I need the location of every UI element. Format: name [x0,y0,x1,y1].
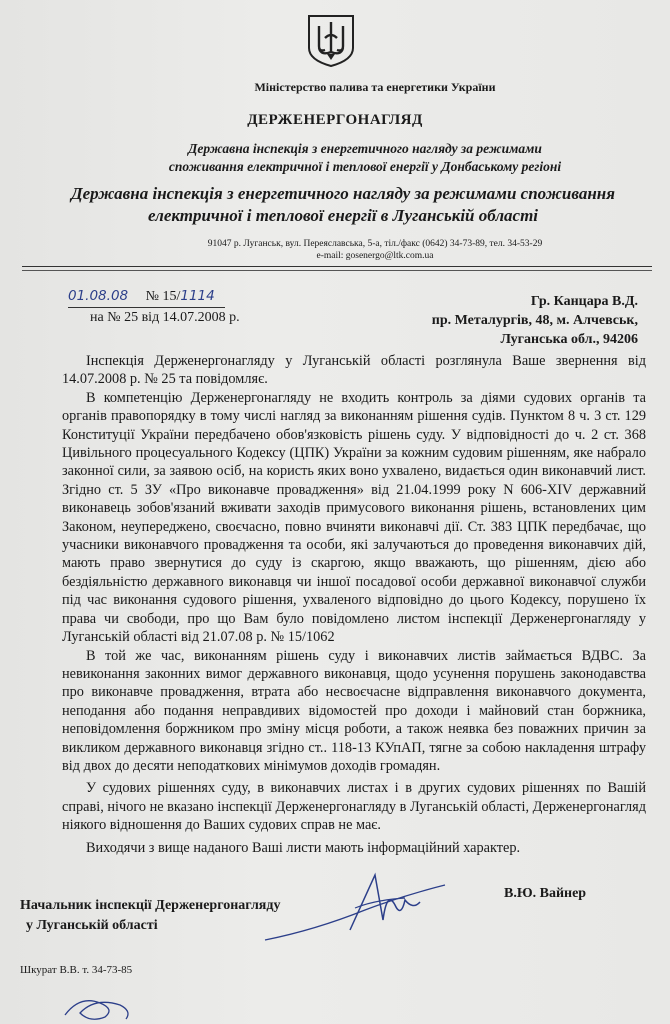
signer-title [20,896,280,936]
recipient-street: пр. Металургів, 48, м. Алчевськ, [431,313,638,328]
regional-line-1: Державна інспекція з енергетичного нагляду за режимами [188,141,542,156]
outgoing-reference [68,286,240,328]
agency-name: ДЕРЖЕНЕРГОНАГЛЯД [247,112,423,128]
paragraph-2: В компетенцію Держенергонагляду не входить контроль за діями судових органів та органів правопорядку в тому числі нагляд за виконанням рішення судів. Пунктом 8 ч. 3 ст. 129 Конституції України передбачено обов'язковість рішень суду. У відповідності до ч. 2 ст. 368 Цивільного процесуального Кодексу (ЦПК) України за кожним судовим рішенням, яке набрало законної сили, за заявою осіб, на користь яких воно ухвалено, видається один виконавчий лист. Згідно ст. 5 ЗУ «Про виконавче провадження» від 21.04.1999 року N 606-XIV державний виконавець зобов'язаний вживати заходів примусового виконання рішень, встановлених цим Законом, неупереджено, своєчасно, повно вчиняти виконавчі дії. Ст. 383 ЦПК передбачає, що учасники виконавчого провадження та особи, які залучаються до проведення виконавчих дій, мають право звернутися до суду із скаргою, якщо вважають, що рішенням, дією або бездіяльністю державного виконавця чи іншої посадової особи державної виконавчої служби під час виконання судового рішення, ухваленого відповідно до цього Кодексу, порушено їх права чи свободи, про що Вам було повідомлено листом інспекції Держенергонагляду у Луганській області від 21.07.08 р. № 15/1062 [62,389,646,646]
letter-body [62,352,646,857]
local-line-2: електричної і теплової енергії в Луганській області [147,206,539,225]
signer-title-line-2: у Луганській області [26,918,158,933]
local-line-1: Державна інспекція з енергетичного нагляду за режимами споживання [70,184,615,203]
signer-title-line-1: Начальник інспекції Держенергонагляду [20,898,281,913]
paragraph-1: Інспекція Держенергонагляду у Луганській області розглянула Ваше звернення від 14.07.2008 р. № 25 та повідомляє. [62,353,646,388]
outgoing-date: 01.08.08 [68,288,129,304]
tryzub-icon [305,12,357,68]
address: 91047 р. Луганськ, вул. Переяславська, 5-а, тіл./факс (0642) 34-73-89, тел. 34-53-29 [207,239,543,249]
signer-name: В.Ю. Вайнер [504,886,587,901]
outgoing-number: 1114 [180,288,215,304]
incoming-reference: на № 25 від 14.07.2008 р. [90,310,240,325]
header-divider [22,266,652,267]
paragraph-4: У судових рішеннях суду, в виконавчих листах і в других судових рішеннях по Вашій справі, нічого не вказано інспекції Держенергонагляду в Луганській області, Держенергонагляд ніякого відношення до Ваших судових справ не має. [62,780,646,834]
contacts [40,238,670,262]
email: e-mail: gosenergo@ltk.com.ua [316,251,434,261]
outgoing-number-prefix: № 15/ [145,289,181,304]
recipient-region: Луганська обл., 94206 [500,332,638,347]
header-divider-thin [22,270,652,271]
paragraph-3: В той же час, виконанням рішень суду і виконавчих листів займається ВДВС. За невиконання законних вимог державного виконавця, щодо усунення порушень законодавства про виконавче провадження, втрата або несвоєчасне відправлення виконавчого документа, неподання або подання неправдивих відомостей про доходи і майновий стан боржника, неповідомлення боржником про зміну місця роботи, а також неявка без поважних причин за викликом державного виконавця згідно ст.. 118-13 КУпАП, тягне за собою накладення штрафу від двох до десяти неподаткових мінімумов доходів громадян. [62,647,646,774]
ministry-name: Міністерство палива та енергетики України [254,80,496,94]
executor-line: Шкурат В.В. т. 34-73-85 [20,964,133,976]
regional-line-2: споживання електричної і теплової енергії у Донбаському регіоні [168,159,562,174]
handwritten-signature [255,860,455,950]
outgoing-number-line [68,286,225,308]
local-inspection [8,183,670,227]
recipient-block [432,292,638,349]
recipient-name: Гр. Канцара В.Д. [530,294,638,309]
paragraph-5: Виходячи з вище наданого Ваші листи мають інформаційний характер. [86,839,521,856]
handwritten-mark [60,985,140,1024]
regional-inspection [30,140,670,176]
